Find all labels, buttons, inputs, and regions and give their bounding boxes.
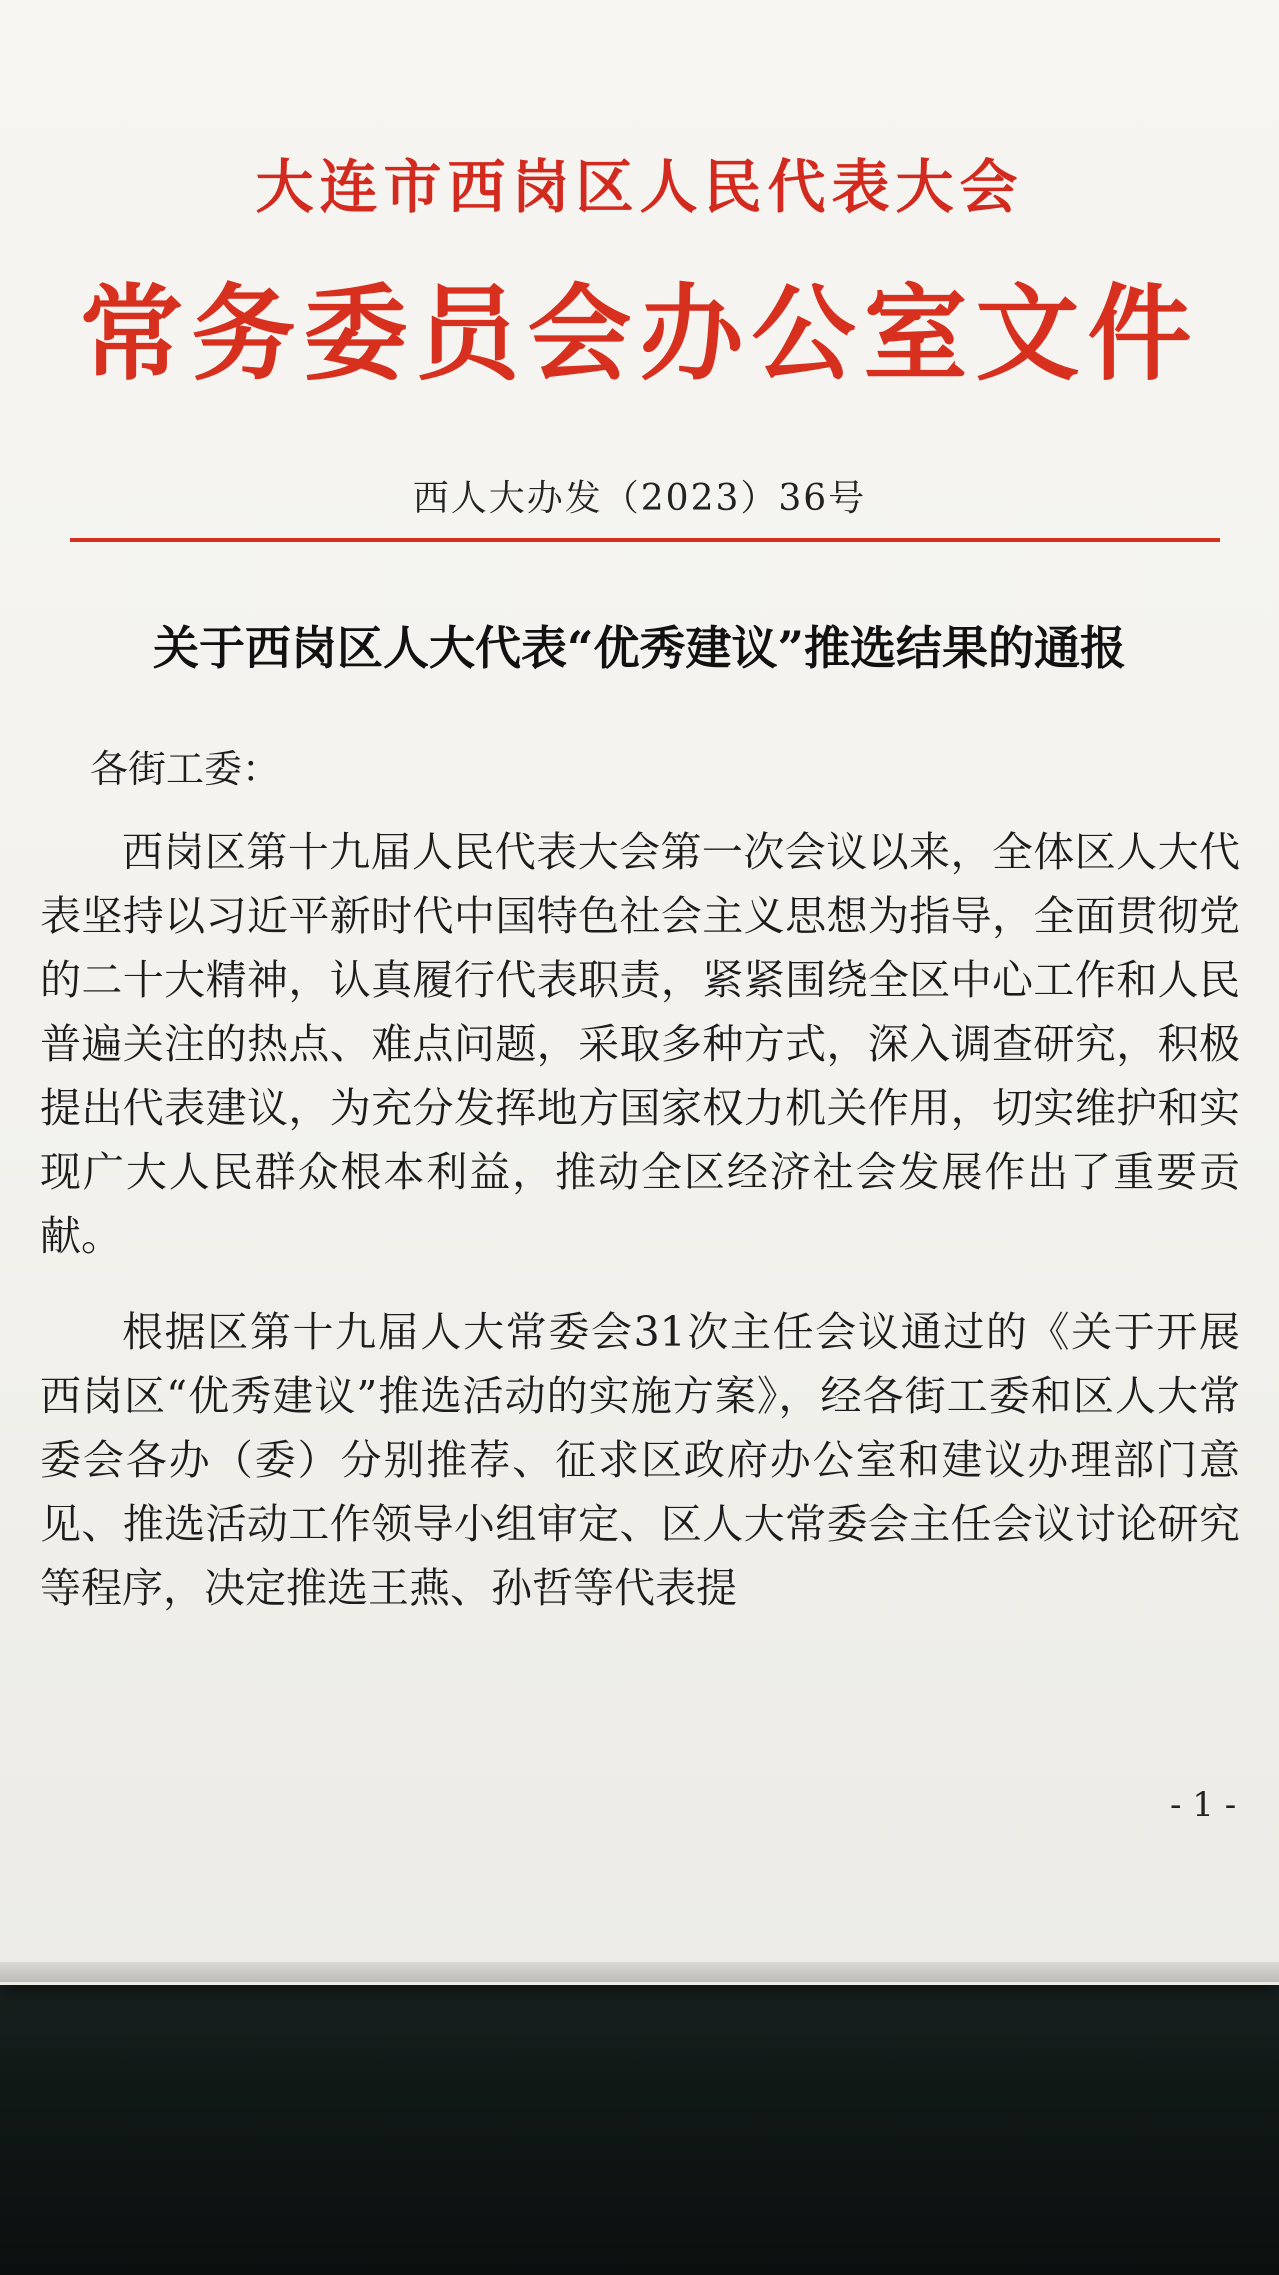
salutation: 各街工委： [90, 747, 281, 791]
paper-bottom-edge [0, 1962, 1279, 1982]
desk-background [0, 1960, 1279, 2275]
body-paragraph: 根据区第十九届人大常委会31次主任会议通过的《关于开展西岗区“优秀建议”推选活动的实施方案》，经各街工委和区人大常委会各办（委）分别推荐、征求区政府办公室和建议办理部门意见、推选活动工作领导小组审定、区人大常委会主任会议讨论研究等程序，决定推选王燕、孙哲等代表提 [40, 1308, 1240, 1612]
page-number: - 1 - [1170, 1785, 1237, 1825]
issuer-name: 大连市西岗区人民代表大会 [255, 153, 1024, 221]
document-title: 关于西岗区人大代表“优秀建议”推选结果的通报 [153, 621, 1126, 675]
document-number: 西人大办发（2023）36号 [412, 478, 867, 519]
body-paragraph: 西岗区第十九届人民代表大会第一次会议以来，全体区人大代表坚持以习近平新时代中国特色社会主义思想为指导，全面贯彻党的二十大精神，认真履行代表职责，紧紧围绕全区中心工作和人民普遍关注的热点、难点问题，采取多种方式，深入调查研究，积极提出代表建议，为充分发挥地方国家权力机关作用，切实维护和实现广大人民群众根本利益，推动全区经济社会发展作出了重要贡献。 [40, 828, 1240, 1260]
document-type-heading: 常务委员会办公室文件 [79, 272, 1200, 395]
red-divider-line [70, 538, 1220, 542]
